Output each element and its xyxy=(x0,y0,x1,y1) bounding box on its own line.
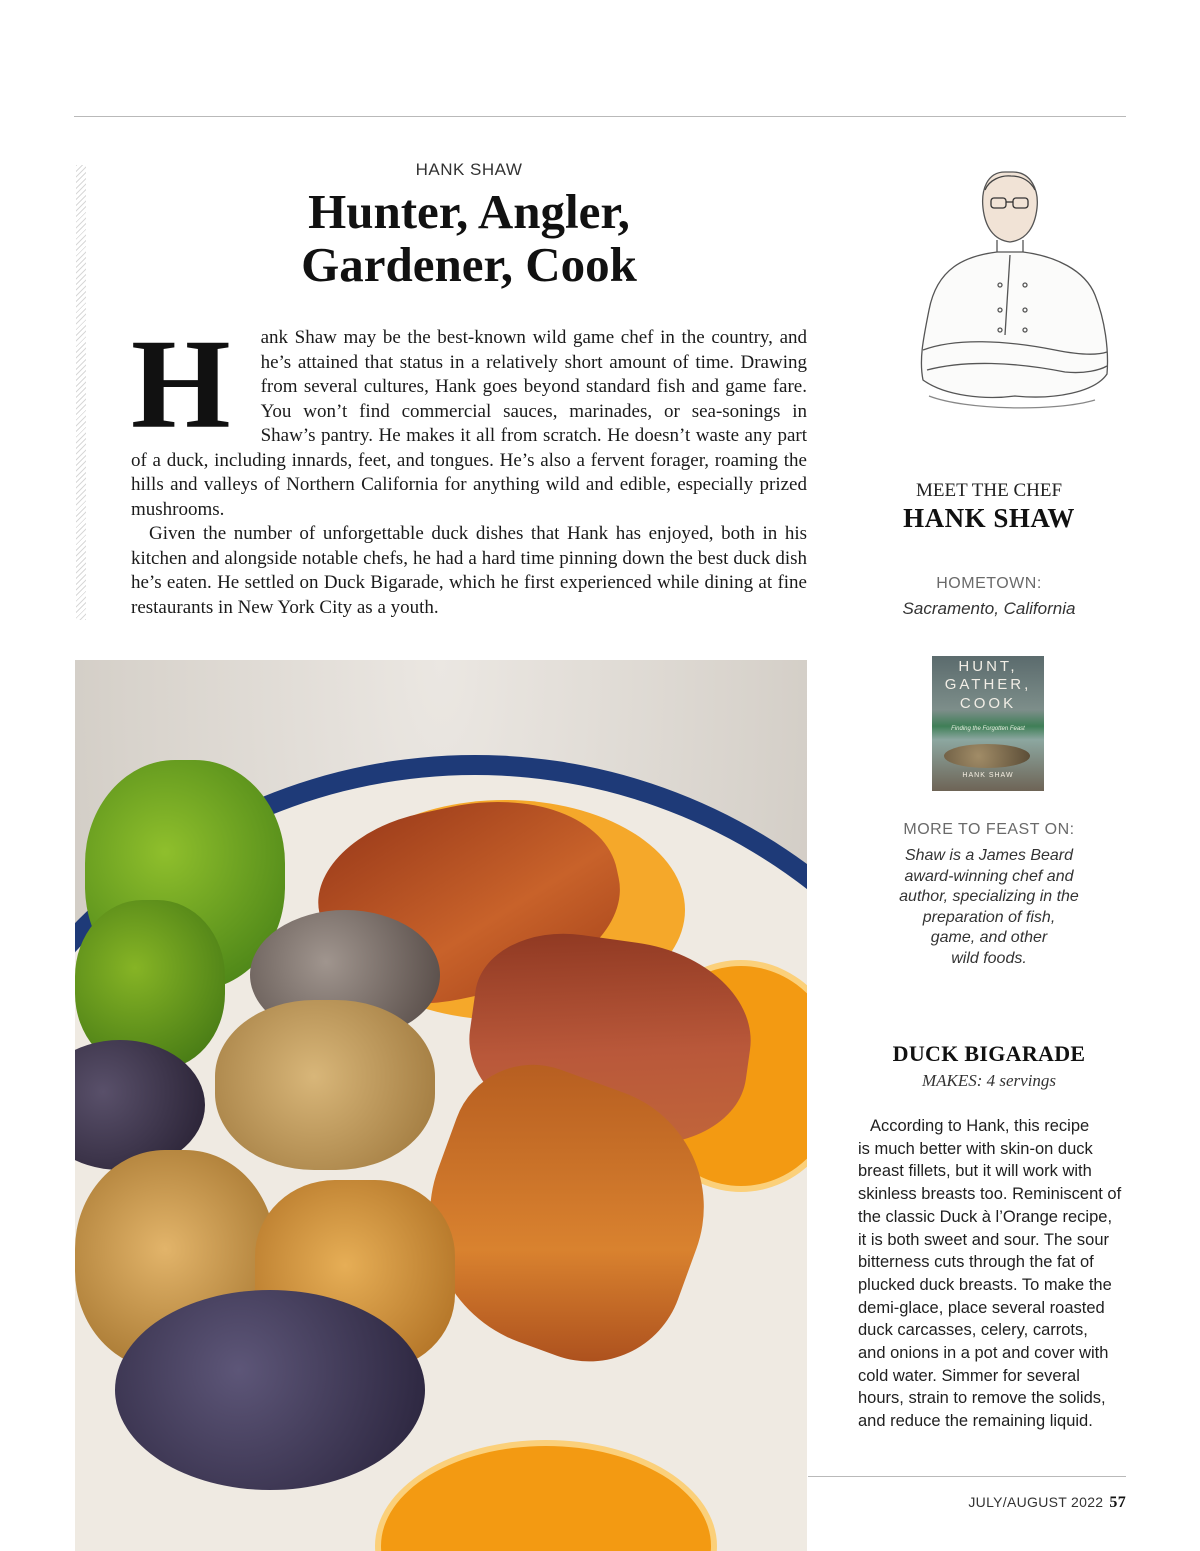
top-divider xyxy=(74,116,1126,117)
article-paragraph-2: Given the number of unforgettable duck dishes that Hank has enjoyed, both in his kitchen and alongside notable chefs, he had a hard time pinning down the best duck dish he’s eaten. He settled on Duck Bigarade, which he first experienced while dining at fine restaurants in New York City as a youth. xyxy=(131,523,807,618)
recipe-title: DUCK BIGARADE xyxy=(892,1041,1086,1066)
chef-portrait-illustration xyxy=(905,160,1115,435)
book-author: HANK SHAW xyxy=(962,772,1014,779)
more-line: preparation of fish, xyxy=(922,908,1056,926)
recipe-line: is much better with skin-on duck xyxy=(858,1139,1093,1158)
book-title-line-1: HUNT, xyxy=(958,658,1018,675)
article-headline xyxy=(130,185,808,291)
page-number: 57 xyxy=(1109,1494,1126,1511)
page-footer xyxy=(968,1494,1126,1512)
more-line: author, specializing in the xyxy=(899,888,1079,905)
hometown-value: Sacramento, California xyxy=(902,599,1076,618)
purple-potato xyxy=(115,1290,425,1490)
recipe-servings: MAKES: 4 servings xyxy=(921,1071,1057,1090)
article-kicker: HANK SHAW xyxy=(415,160,523,179)
recipe-line: and reduce the remaining liquid. xyxy=(858,1412,1093,1431)
article-body xyxy=(131,313,807,620)
book-title-line-2: GATHER, xyxy=(944,676,1032,693)
more-to-feast-text xyxy=(858,846,1120,969)
more-line: award-winning chef and xyxy=(904,867,1074,885)
recipe-line: breast fillets, but it will work with xyxy=(858,1162,1092,1181)
book-title-line-3: COOK xyxy=(959,695,1017,712)
roasted-potato xyxy=(215,1000,435,1170)
recipe-line: duck carcasses, celery, carrots, xyxy=(858,1321,1088,1340)
issue-date: JULY/AUGUST 2022 xyxy=(968,1494,1104,1510)
recipe-line: demi-glace, place several roasted xyxy=(858,1298,1105,1317)
recipe-line: cold water. Simmer for several xyxy=(858,1366,1080,1385)
recipe-description xyxy=(858,1115,1128,1433)
headline-line-1: Hunter, Angler, xyxy=(308,184,630,239)
recipe-line: and onions in a pot and cover with xyxy=(858,1344,1109,1363)
headline-line-2: Gardener, Cook xyxy=(301,237,637,292)
recipe-line: skinless breasts too. Reminiscent of xyxy=(858,1185,1122,1204)
more-line: wild foods. xyxy=(951,949,1027,967)
hometown-label: HOMETOWN: xyxy=(936,575,1042,592)
drop-cap: H xyxy=(131,313,231,455)
chef-name: HANK SHAW xyxy=(903,503,1075,533)
more-to-feast-label: MORE TO FEAST ON: xyxy=(903,821,1075,838)
footer-divider xyxy=(808,1476,1126,1477)
decorative-stripe xyxy=(76,165,86,620)
recipe-line: plucked duck breasts. To make the xyxy=(858,1275,1112,1294)
recipe-line: hours, strain to remove the solids, xyxy=(858,1389,1106,1408)
more-line: Shaw is a James Beard xyxy=(904,847,1074,864)
duck-dish-photo xyxy=(75,660,807,1551)
recipe-line: bitterness cuts through the fat of xyxy=(858,1253,1094,1272)
meet-the-chef-label: MEET THE CHEF xyxy=(915,480,1063,501)
fish-illustration xyxy=(944,744,1030,768)
recipe-line: According to Hank, this recipe xyxy=(870,1117,1090,1135)
more-line: game, and other xyxy=(930,929,1048,946)
book-cover xyxy=(932,656,1044,791)
article-paragraph-1: ank Shaw may be the best-known wild game chef in the country, and he’s attained that status in a relatively short amount of time. Drawing from several cultures, Hank goes beyond standard fish and game fare. You won’t find commercial sauces, marinades, or sea-sonings in Shaw’s pantry. He makes it all from scratch. He doesn’t waste any part of a duck, including innards, feet, and tongues. He’s also a fervent forager, roaming the hills and valleys of Northern California for anything wild and edible, especially prized mushrooms. xyxy=(131,327,807,520)
book-subtitle: Finding the Forgotten Feast xyxy=(951,726,1025,732)
recipe-line: the classic Duck à l’Orange recipe, xyxy=(858,1207,1113,1226)
recipe-line: it is both sweet and sour. The sour xyxy=(858,1230,1110,1249)
